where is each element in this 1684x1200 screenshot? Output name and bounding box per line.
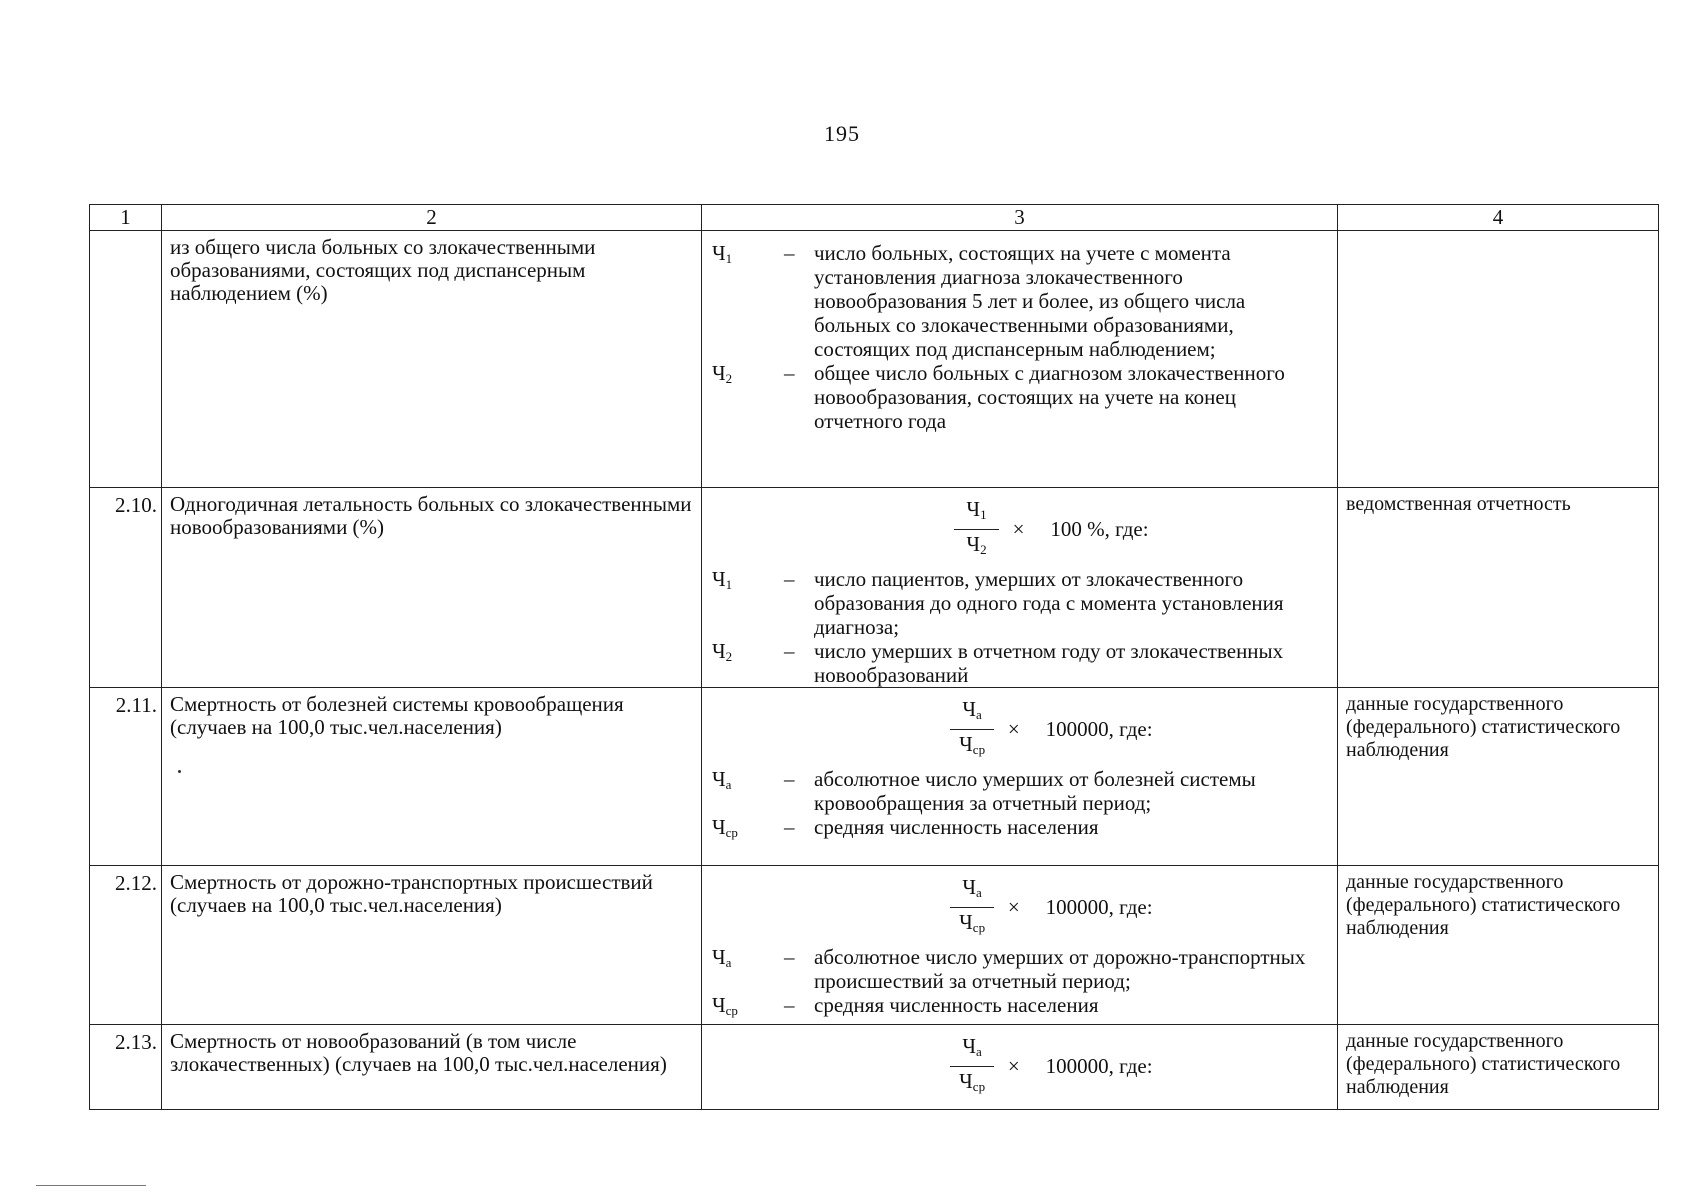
numerator-symbol [966,497,986,521]
definition-row [712,815,1331,845]
definition-symbol-letter: Ч [712,241,726,265]
formula-tail: 100000, где: [1045,717,1153,741]
column-header: 2 [162,205,702,231]
definition-symbol-letter: Ч [712,361,726,385]
data-source [1338,231,1659,488]
fraction-numerator [954,498,998,530]
definition-symbol-cell [712,767,784,815]
denominator-symbol-letter: Ч [959,1069,973,1093]
calculation-method [702,1025,1338,1110]
definition-symbol [712,361,732,385]
definition-symbol-letter: Ч [712,639,726,663]
multiply-sign: × [1007,1054,1020,1078]
definition-symbol-subscript: ср [725,825,738,840]
definition-row [712,639,1331,687]
numerator-symbol-subscript: а [976,1044,982,1059]
multiply-sign: × [1007,895,1020,919]
footnote-rule [36,1185,146,1186]
formula-fraction [950,1035,993,1098]
denominator-symbol-letter: Ч [959,910,973,934]
definition-dash: – [784,945,795,969]
fraction-numerator [950,1035,993,1067]
definition-symbol-subscript: 1 [725,577,733,592]
multiply-sign: × [1007,717,1020,741]
definition-symbol [712,767,731,791]
definition-symbol-cell [712,567,784,639]
formula-fraction [954,498,998,561]
definition-symbol-subscript: а [725,777,732,792]
formula-fraction [950,876,993,939]
indicator-name: из общего числа больных со злокачественными образованиями, состоящих под диспансерным наблюдением (%) [162,231,702,488]
definition-dash: – [784,993,795,1017]
definition-dash: – [784,241,795,265]
fraction-denominator [959,908,985,939]
table-row [90,688,1659,866]
definition-dash: – [784,767,795,791]
column-header: 1 [90,205,162,231]
definition-symbol [712,945,731,969]
definition-symbol-subscript: 2 [725,649,733,664]
numerator-symbol [962,1034,981,1058]
fraction-denominator [966,530,986,561]
definition-symbol-letter: Ч [712,815,726,839]
data-source: данные государственного (федерального) статистического наблюдения [1338,1025,1659,1110]
definition-text: число умерших в отчетном году от злокачественных новообразований [814,639,1284,687]
fraction-denominator [959,730,985,761]
definition-symbol-cell [712,361,784,433]
definition-symbol-letter: Ч [712,767,726,791]
multiply-sign: × [1012,517,1025,541]
definition-symbol [712,993,738,1017]
scan-speck [178,770,181,773]
definition-symbol-letter: Ч [712,567,726,591]
formula [772,498,1331,561]
formula-tail: 100 %, где: [1050,517,1149,541]
denominator-symbol-subscript: ср [972,742,986,757]
variable-definitions [712,567,1331,687]
fraction-denominator [959,1067,985,1098]
definition-text: средняя численность населения [814,993,1099,1017]
table-row [90,231,1659,488]
variable-definitions [712,241,1331,433]
definition-row [712,567,1331,639]
definition-symbol-cell [712,945,784,993]
denominator-symbol-subscript: ср [972,1079,986,1094]
data-source: данные государственного (федерального) статистического наблюдения [1338,866,1659,1025]
indicator-name: Смертность от дорожно-транспортных происшествий (случаев на 100,0 тыс.чел.населения) [162,866,702,1025]
data-source: данные государственного (федерального) статистического наблюдения [1338,688,1659,866]
calculation-method [702,688,1338,866]
formula-tail: 100000, где: [1045,895,1153,919]
definition-symbol-subscript: 2 [725,371,733,386]
definition-dash: – [784,639,795,663]
denominator-symbol-subscript: ср [972,920,986,935]
definition-row [712,945,1331,993]
calculation-method [702,231,1338,488]
table-row [90,1025,1659,1110]
denominator-symbol-letter: Ч [959,732,973,756]
row-number: 2.10. [90,488,162,688]
definition-symbol-subscript: ср [725,1003,738,1018]
formula-fraction [950,698,993,761]
table-row [90,866,1659,1025]
definition-symbol [712,815,738,839]
definition-symbol [712,567,732,591]
indicators-table [89,204,1659,1110]
denominator-symbol [959,910,985,934]
definition-symbol-letter: Ч [712,993,726,1017]
denominator-symbol-subscript: 2 [980,542,987,557]
numerator-symbol-letter: Ч [962,1034,977,1058]
definition-symbol-cell [712,639,784,687]
row-number: 2.11. [90,688,162,866]
numerator-symbol-letter: Ч [966,497,981,521]
definition-symbol [712,639,732,663]
variable-definitions [712,945,1331,1023]
formula [772,1035,1331,1098]
definition-symbol-cell [712,993,784,1023]
indicator-name: Смертность от новообразований (в том числе злокачественных) (случаев на 100,0 тыс.чел.населения) [162,1025,702,1110]
denominator-symbol [959,1069,985,1093]
definition-dash: – [784,815,795,839]
definition-row [712,993,1331,1023]
numerator-symbol-subscript: а [976,885,982,900]
indicator-name: Одногодичная летальность больных со злокачественными новообразованиями (%) [162,488,702,688]
definition-symbol [712,241,732,265]
row-number: 2.13. [90,1025,162,1110]
page-number: 195 [824,121,860,146]
definition-symbol-subscript: а [725,955,732,970]
definition-symbol-cell [712,241,784,361]
column-header: 4 [1338,205,1659,231]
numerator-symbol-letter: Ч [962,875,977,899]
numerator-symbol [962,697,981,721]
denominator-symbol-letter: Ч [966,532,981,556]
definition-symbol-letter: Ч [712,945,726,969]
fraction-numerator [950,698,993,730]
definition-text: число пациентов, умерших от злокачественного образования до одного года с момента установления диагноза; [814,567,1284,639]
definition-dash: – [784,567,795,591]
definition-row [712,767,1331,815]
fraction-numerator [950,876,993,908]
definition-symbol-subscript: 1 [725,251,733,266]
denominator-symbol [959,732,985,756]
definition-text: средняя численность населения [814,815,1099,839]
row-number [90,231,162,488]
definition-text: общее число больных с диагнозом злокачественного новообразования, состоящих на учете на конец отчетного года [814,361,1285,433]
definition-row [712,361,1331,433]
indicator-name: Смертность от болезней системы кровообращения (случаев на 100,0 тыс.чел.населения) [162,688,702,866]
definition-symbol-cell [712,815,784,845]
definition-text: число больных, состоящих на учете с момента установления диагноза злокачественного новообразования 5 лет и более, из общего числа больных со злокачественными образованиями, состоящих под диспансерным наблюдением; [814,241,1246,361]
row-number: 2.12. [90,866,162,1025]
definition-row [712,241,1331,361]
numerator-symbol [962,875,981,899]
table-header-row [90,205,1659,231]
formula-tail: 100000, где: [1045,1054,1153,1078]
numerator-symbol-subscript: а [976,707,982,722]
data-source: ведомственная отчетность [1338,488,1659,688]
numerator-symbol-subscript: 1 [980,507,987,522]
table-row [90,488,1659,688]
formula [772,876,1331,939]
column-header: 3 [702,205,1338,231]
denominator-symbol [966,532,986,556]
definition-text: абсолютное число умерших от болезней системы кровообращения за отчетный период; [814,767,1256,815]
variable-definitions [712,767,1331,845]
calculation-method [702,866,1338,1025]
definition-dash: – [784,361,795,385]
formula [772,698,1331,761]
definition-text: абсолютное число умерших от дорожно-транспортных происшествий за отчетный период; [814,945,1306,993]
calculation-method [702,488,1338,688]
numerator-symbol-letter: Ч [962,697,977,721]
